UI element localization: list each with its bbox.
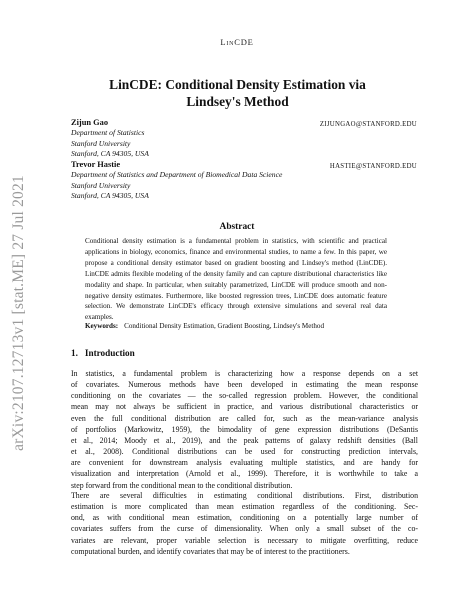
keywords [85, 321, 387, 331]
running-head: LinCDE [220, 37, 254, 47]
paragraph-line: conditioning on the covariates — the so-called regression problem. However, the conditional [71, 391, 418, 401]
paragraph-line: variates are relevant, proper variable selection is necessary to mitigate overfitting, reduce [71, 535, 418, 545]
paragraph-line: even the full conditional distribution are called for, such as the mean-variance analysis [71, 413, 418, 423]
intro-paragraph-2 [71, 490, 418, 557]
section-title: Introduction [84, 348, 135, 358]
paragraph-line: et al., 2014; Moody et al., 2019), and the peak patterns of galaxy redshift densities (Ball [71, 435, 418, 445]
author-affiliation-line: Stanford University [71, 138, 131, 148]
author-affiliation-line: Stanford, CA 94305, USA [71, 191, 149, 201]
abstract-text: Conditional density estimation is a fundamental problem in statistics, with scientific and practical applications in biology, economics, finance and environmental studies, to name a few. In this paper, we propose a conditional density estimator based on gradient boosting and Lindsey's method (LinCDE). LinCDE admits flexible modeling of the density family and can capture distributional characteristics like modality and shape. In particular, when suitably parametrized, LinCDE will produce smooth and non-negative density estimates. Furthermore, like boosted regression trees, LinCDE does automatic feature selection. We demonstrate LinCDE's efficacy through extensive simulations and several real data examples. [85, 237, 387, 322]
paragraph-line: are convenient for downstream analysis evaluating multiple statistics, and are handy for [71, 458, 418, 468]
author-name: Zijun Gao [71, 118, 109, 127]
section-number: 1. [71, 348, 78, 358]
paragraph-line: There are several difficulties in estimating conditional distributions. First, distribution [71, 491, 418, 500]
author-email[interactable]: HASTIE@STANFORD.EDU [329, 163, 417, 170]
arxiv-stamp-text: arXiv:2107.12713v1 [stat.ME] 27 Jul 2021 [10, 174, 28, 451]
paragraph-line: estimation is more complicated than mean estimation regardless of the conditioning. Sec- [71, 502, 418, 512]
author-block-1 [71, 118, 417, 160]
paragraph-line: visualization and interpretation (Arnold et al., 1999). Therefore, it is worthwhile to take a [71, 469, 418, 479]
paragraph-line: et al., 2008). Conditional distributions can be used for constructing prediction intervals, [71, 447, 418, 457]
paragraph-line: of covariates. Numerous methods have been developed in estimating the mean response [71, 380, 418, 390]
author-name: Trevor Hastie [71, 160, 121, 169]
author-affiliation-line: Department of Statistics and Department of Biomedical Data Science [71, 170, 283, 180]
paragraph-line: covariates suffers from the curse of dimensionality. When only a small subset of the co- [71, 524, 418, 534]
intro-paragraph-1 [71, 368, 418, 491]
abstract-heading: Abstract [219, 222, 255, 232]
keywords-text: Conditional Density Estimation, Gradient Boosting, Lindsey's Method [124, 322, 324, 330]
keywords-label: Keywords: [85, 322, 119, 330]
paragraph-line: step forward from the conditional mean to the conditional distribution. [71, 480, 293, 490]
paragraph-line: of portfolios (Markowitz, 1959), the bimodality of gene expression distributions (DeSantis [71, 424, 418, 434]
paragraph-line: ond, as with conditional mean estimation, conditioning on a potentially large number of [71, 513, 418, 523]
author-affiliation-line: Stanford University [71, 180, 131, 190]
paragraph-line: In statistics, a fundamental problem is characterizing how a response depends on a set [71, 369, 418, 378]
author-affiliation-line: Stanford, CA 94305, USA [71, 149, 149, 159]
section-heading [71, 348, 135, 358]
author-email[interactable]: ZIJUNGAO@STANFORD.EDU [319, 121, 417, 128]
author-block-2 [71, 160, 417, 202]
arxiv-stamp [2, 140, 36, 485]
paragraph-line: mean may not always be sufficient in practice, and various distributional characteristics or [71, 402, 418, 412]
paper-title: LinCDE: Conditional Density Estimation via Lindsey's Method [109, 77, 366, 109]
author-affiliation-line: Department of Statistics [71, 128, 145, 138]
paragraph-line: computational burden, and identify covariates that may be of interest to the practitioners. [71, 546, 350, 556]
